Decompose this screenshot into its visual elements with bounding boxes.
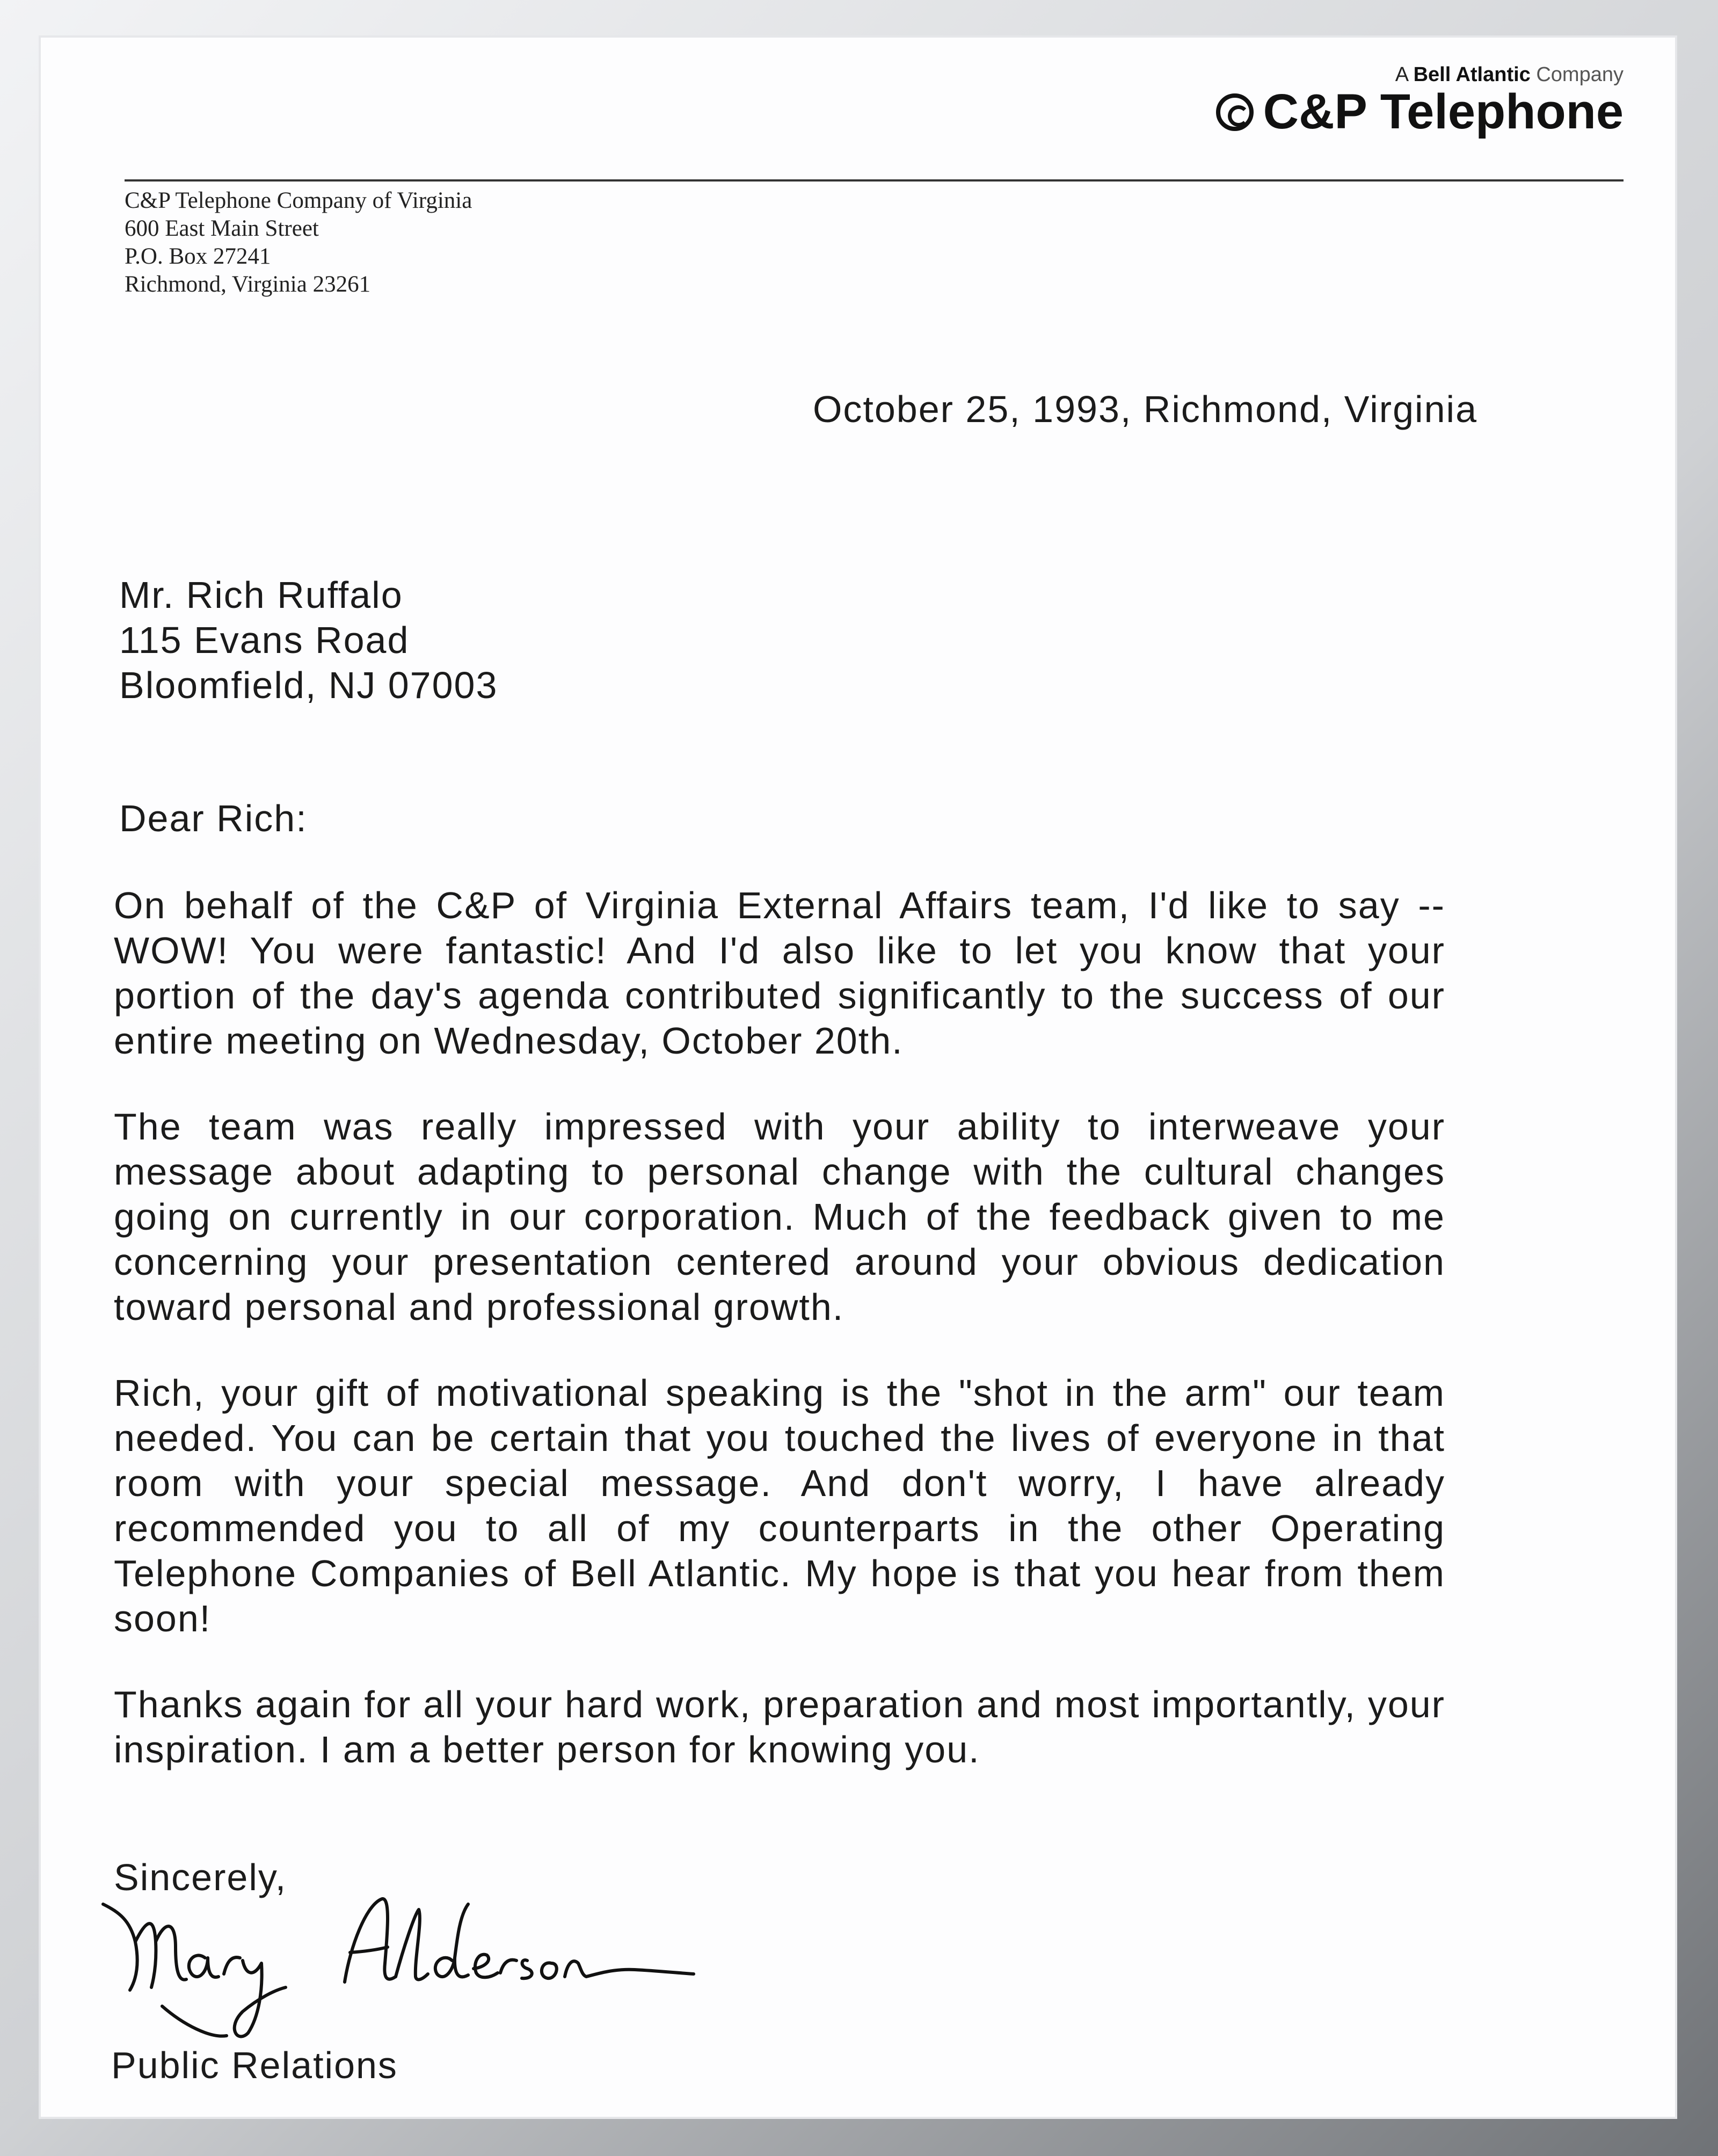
body-paragraph: The team was really impressed with your ability to interweave your message about adapting to personal change with the cultural changes going on currently in our corporation. Much of the feedback given to me concerning your presentation centered around your obvious dedication toward personal and professional growth. [114,1106,1445,1328]
letterhead-divider [125,179,1624,182]
recipient-name: Mr. Rich Ruffalo [119,574,403,616]
sender-city: Richmond, Virginia 23261 [125,272,371,297]
body-paragraph: On behalf of the C&P of Virginia External Affairs team, I'd like to say -- WOW! You were fantastic! And I'd also like to let you know that your portion of the day's agenda contributed significantly to the success of our entire meeting on Wednesday, October 20th. [114,884,1445,1062]
letter-page [39,35,1677,2119]
brand-name: C&P Telephone [1263,84,1624,139]
tag-suffix: Company [1536,63,1624,86]
recipient-street: 115 Evans Road [119,619,410,661]
sender-address [125,187,472,299]
recipient-address [119,572,498,708]
letter-body [114,883,1445,1813]
parent-company-tag [1395,63,1624,86]
recipient-city: Bloomfield, NJ 07003 [119,664,498,706]
company-logo [1216,84,1624,140]
bell-logo-icon [1216,93,1254,131]
dateline: October 25, 1993, Richmond, Virginia [812,388,1477,430]
body-paragraph: Rich, your gift of motivational speaking is the "shot in the arm" our team needed. You can be certain that you touched the lives of everyone in that room with your special message. And don't worry, I have already recommended you to all of my counterparts in the other Operating Telephone Companies of Bell Atlantic. My hope is that you hear from them soon! [114,1372,1445,1639]
salutation: Dear Rich: [119,797,308,839]
tag-brand: Bell Atlantic [1413,63,1531,86]
tag-prefix: A [1395,63,1408,86]
sender-po-box: P.O. Box 27241 [125,244,271,269]
sender-company: C&P Telephone Company of Virginia [125,188,472,213]
sender-street: 600 East Main Street [125,216,319,241]
handwritten-signature [98,1883,710,2044]
signer-title: Public Relations [111,2044,398,2086]
body-paragraph: Thanks again for all your hard work, preparation and most importantly, your inspiration. I am a better person for knowing you. [114,1683,1445,1770]
closing: Sincerely, [114,1856,287,1898]
